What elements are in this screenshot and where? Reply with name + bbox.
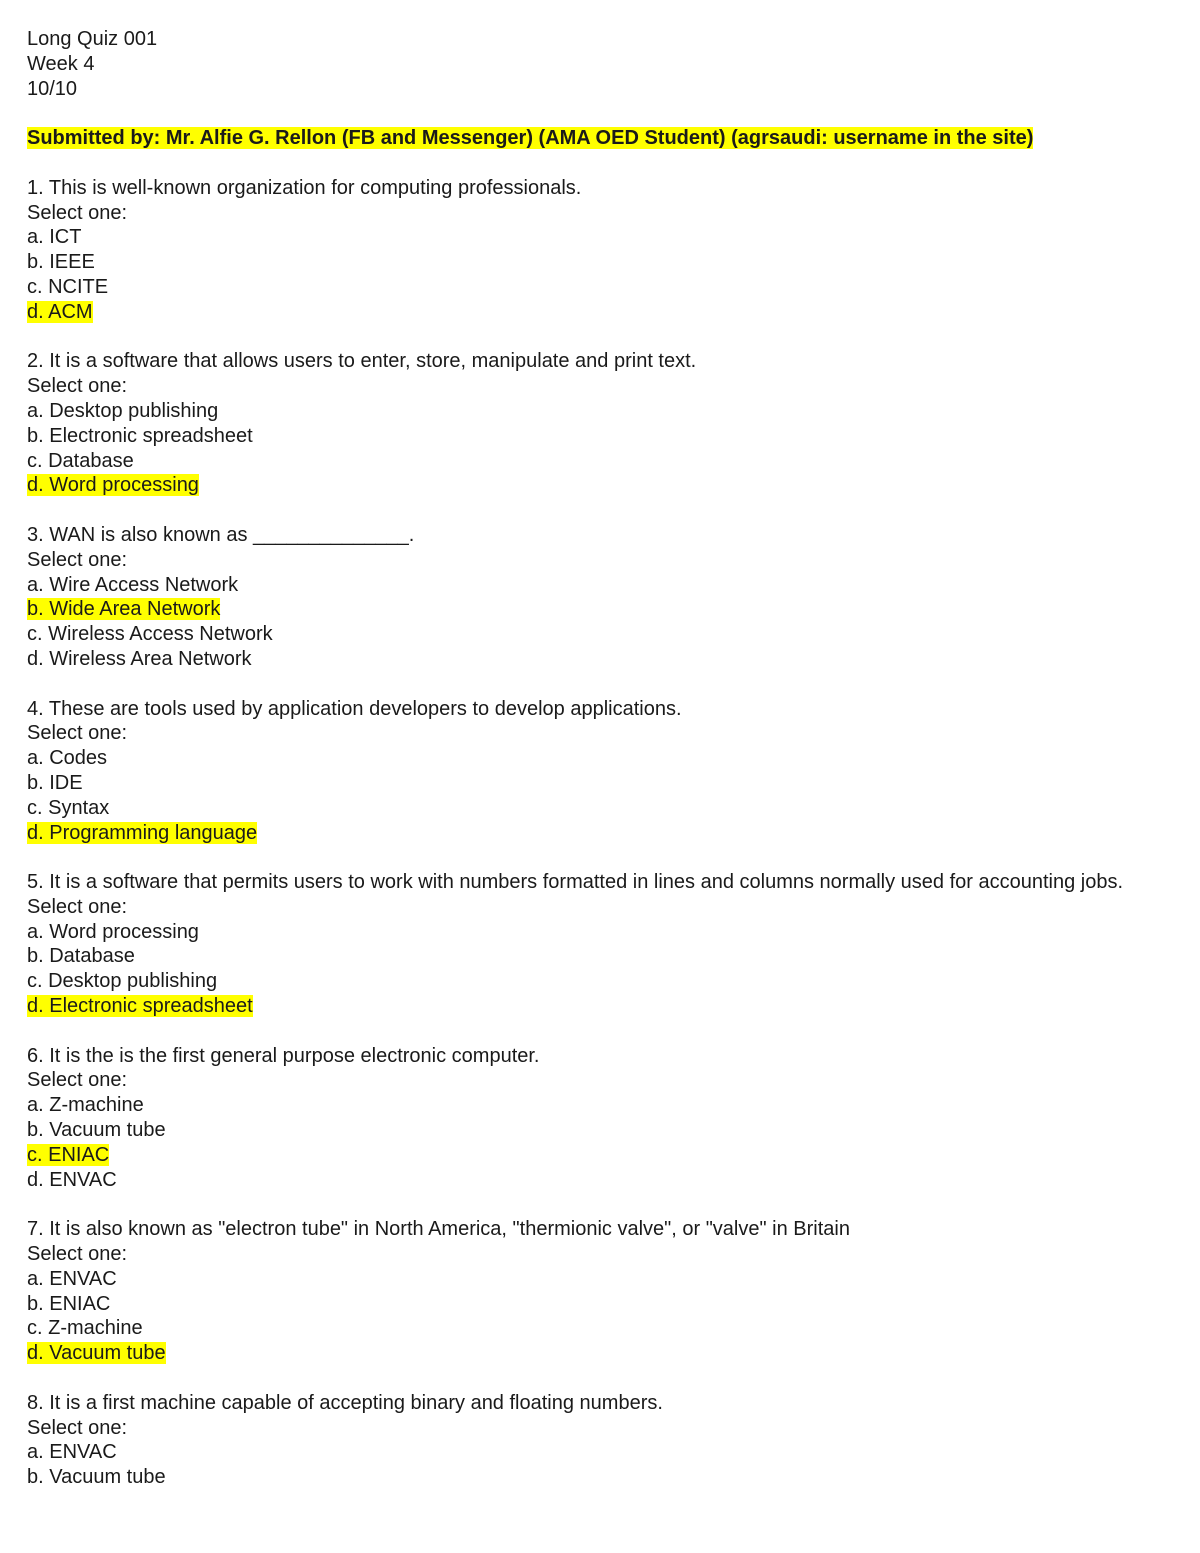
answer-option-text: a. ENVAC (27, 1441, 117, 1464)
answer-option-text: b. Vacuum tube (27, 1466, 166, 1489)
select-one-label: Select one: (27, 201, 128, 224)
answer-option (27, 746, 1167, 771)
answer-option-text: b. Electronic spreadsheet (27, 424, 253, 447)
highlighted-answer: b. Wide Area Network (27, 598, 221, 621)
question-prompt: 1. This is well-known organization for computing professionals. (27, 176, 582, 199)
answer-option (27, 1093, 1167, 1118)
answer-option (27, 994, 1167, 1019)
question-prompt: 8. It is a first machine capable of accepting binary and floating numbers. (27, 1391, 663, 1414)
question-prompt: 4. These are tools used by application developers to develop applications. (27, 697, 682, 720)
question-1 (27, 176, 1167, 325)
answer-option-text: b. ENIAC (27, 1292, 111, 1315)
answer-option-text: a. Wire Access Network (27, 573, 239, 596)
question-list (27, 176, 1167, 1490)
question-2 (27, 349, 1167, 498)
answer-option (27, 969, 1167, 994)
question-3 (27, 523, 1167, 672)
document-page (27, 27, 1167, 1515)
highlighted-answer: d. Programming language (27, 821, 258, 844)
answer-option (27, 300, 1167, 325)
answer-option (27, 796, 1167, 821)
question-prompt: 2. It is a software that allows users to enter, store, manipulate and print text. (27, 350, 697, 373)
answer-option (27, 647, 1167, 672)
question-prompt: 5. It is a software that permits users to work with numbers formatted in lines and columns normally used for accounting jobs. (27, 871, 1124, 894)
select-one-label: Select one: (27, 548, 128, 571)
quiz-week: Week 4 (27, 52, 95, 75)
answer-option-text: c. Z-machine (27, 1317, 143, 1340)
answer-option (27, 622, 1167, 647)
highlighted-answer: d. Word processing (27, 474, 199, 497)
select-one-label: Select one: (27, 1416, 128, 1439)
question-5 (27, 870, 1167, 1019)
answer-option (27, 1168, 1167, 1193)
answer-option (27, 449, 1167, 474)
answer-option-text: a. Z-machine (27, 1094, 144, 1117)
question-7 (27, 1217, 1167, 1366)
select-one-label: Select one: (27, 895, 128, 918)
select-one-label: Select one: (27, 375, 128, 398)
answer-option-text: c. Database (27, 449, 134, 472)
highlighted-answer: d. Electronic spreadsheet (27, 995, 253, 1018)
answer-option (27, 1465, 1167, 1490)
answer-option (27, 771, 1167, 796)
answer-option (27, 944, 1167, 969)
answer-option-text: c. Syntax (27, 796, 110, 819)
select-one-label: Select one: (27, 1069, 128, 1092)
select-one-label: Select one: (27, 1243, 128, 1266)
question-prompt: 6. It is the is the first general purpose electronic computer. (27, 1044, 540, 1067)
answer-option (27, 1341, 1167, 1366)
answer-option (27, 1267, 1167, 1292)
answer-option-text: b. Database (27, 945, 135, 968)
answer-option (27, 1118, 1167, 1143)
answer-option-text: c. Desktop publishing (27, 970, 218, 993)
answer-option-text: a. Codes (27, 747, 108, 770)
question-prompt: 7. It is also known as "electron tube" in North America, "thermionic valve", or "valve" in Britain (27, 1218, 850, 1241)
select-one-label: Select one: (27, 722, 128, 745)
answer-option-text: a. ENVAC (27, 1267, 117, 1290)
answer-option (27, 1143, 1167, 1168)
submitted-by (27, 126, 1167, 151)
answer-option-text: d. Wireless Area Network (27, 647, 252, 670)
answer-option-text: c. NCITE (27, 275, 109, 298)
quiz-title: Long Quiz 001 (27, 28, 158, 50)
highlighted-answer: c. ENIAC (27, 1143, 110, 1166)
highlighted-answer: d. Vacuum tube (27, 1342, 166, 1365)
answer-option (27, 920, 1167, 945)
question-8 (27, 1391, 1167, 1490)
answer-option-text: b. IEEE (27, 251, 95, 274)
answer-option-text: d. ENVAC (27, 1168, 117, 1191)
answer-option-text: a. ICT (27, 226, 82, 249)
answer-option-text: a. Word processing (27, 920, 199, 943)
submitted-by-text: Submitted by: Mr. Alfie G. Rellon (FB and Messenger) (AMA OED Student) (agrsaudi: username in the site) (27, 127, 1034, 150)
question-prompt: 3. WAN is also known as ______________. (27, 523, 415, 546)
answer-option (27, 424, 1167, 449)
answer-option (27, 1292, 1167, 1317)
answer-option (27, 1316, 1167, 1341)
answer-option (27, 250, 1167, 275)
question-6 (27, 1044, 1167, 1193)
answer-option (27, 225, 1167, 250)
answer-option-text: a. Desktop publishing (27, 399, 219, 422)
answer-option-text: b. IDE (27, 771, 83, 794)
answer-option (27, 473, 1167, 498)
highlighted-answer: d. ACM (27, 300, 93, 323)
answer-option-text: b. Vacuum tube (27, 1119, 166, 1142)
answer-option (27, 573, 1167, 598)
question-4 (27, 697, 1167, 846)
answer-option (27, 399, 1167, 424)
answer-option (27, 275, 1167, 300)
answer-option (27, 1440, 1167, 1465)
quiz-score: 10/10 (27, 77, 78, 100)
answer-option (27, 597, 1167, 622)
answer-option (27, 821, 1167, 846)
answer-option-text: c. Wireless Access Network (27, 623, 273, 646)
